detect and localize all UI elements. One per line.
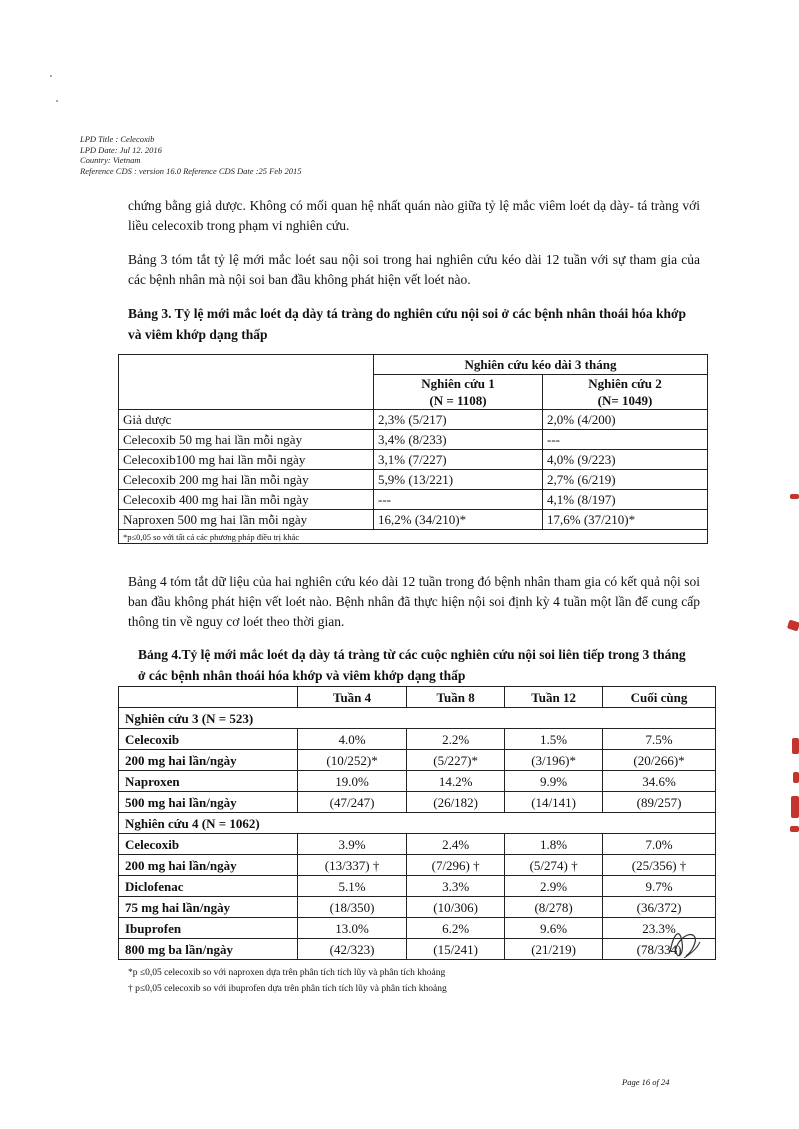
cell: (26/182) <box>407 792 505 813</box>
table-row <box>119 792 716 813</box>
study4-header: Nghiên cứu 4 (N = 1062) <box>119 813 716 834</box>
cell: (8/278) <box>505 897 603 918</box>
cell: (10/306) <box>407 897 505 918</box>
study1-value: --- <box>374 490 543 510</box>
table-row <box>119 490 708 510</box>
cell: 19.0% <box>298 771 407 792</box>
cell: 6.2% <box>407 918 505 939</box>
table4-footnote-1: *p ≤0,05 celecoxib so với naproxen dựa trên phân tích tích lũy và phân tích khoảng <box>128 968 446 978</box>
row-label: Giả dược <box>119 410 374 430</box>
cell: (42/323) <box>298 939 407 960</box>
table3-study1-header <box>374 375 543 410</box>
study1-value: 16,2% (34/210)* <box>374 510 543 530</box>
cell: (15/241) <box>407 939 505 960</box>
study2-value: 17,6% (37/210)* <box>543 510 708 530</box>
table4-footnote-2: † p≤0,05 celecoxib so với ibuprofen dựa trên phân tích tích lũy và phân tích khoảng <box>128 984 447 994</box>
paragraph-2: Bảng 3 tóm tắt tỷ lệ mới mắc loét sau nội soi trong hai nghiên cứu kéo dài 12 tuần với sự tham gia của các bệnh nhân mà nội soi ban đầu không phát hiện vết loét nào. <box>128 252 700 287</box>
table3-note: *p≤0,05 so với tất cả các phương pháp điều trị khác <box>119 530 708 544</box>
table-row <box>119 855 716 876</box>
cell: (10/252)* <box>298 750 407 771</box>
cell: 4.0% <box>298 729 407 750</box>
study2-value: 4,1% (8/197) <box>543 490 708 510</box>
cell: (14/141) <box>505 792 603 813</box>
edge-red-mark <box>790 826 799 832</box>
table-row <box>119 470 708 490</box>
table-row <box>119 918 716 939</box>
cell: (47/247) <box>298 792 407 813</box>
cell: 23.3% <box>603 918 716 939</box>
row-label: Ibuprofen <box>119 918 298 939</box>
row-label: Celecoxib <box>119 834 298 855</box>
table-row <box>119 729 716 750</box>
study2-value: 2,7% (6/219) <box>543 470 708 490</box>
paragraph-1: chứng bằng giả dược. Không có mối quan hệ nhất quán nào giữa tỷ lệ mắc viêm loét dạ dày- tá tràng với liều celecoxib trong phạm vi nghiên cứu. <box>128 198 700 233</box>
cell: 14.2% <box>407 771 505 792</box>
cell: (18/350) <box>298 897 407 918</box>
edge-red-mark <box>792 738 799 754</box>
table-row <box>119 897 716 918</box>
row-label: 200 mg hai lần/ngày <box>119 750 298 771</box>
cell: (5/274) † <box>505 855 603 876</box>
cell: 7.5% <box>603 729 716 750</box>
table-row <box>119 876 716 897</box>
col-header-week4: Tuần 4 <box>298 687 407 708</box>
table4-title: Bảng 4.Tỷ lệ mới mắc loét dạ dày tá tràng từ các cuộc nghiên cứu nội soi liên tiếp trong 3 tháng ở các bệnh nhân thoái hóa khớp và viêm khớp dạng thấp <box>138 647 686 683</box>
row-label: Naproxen <box>119 771 298 792</box>
row-label: Celecoxib100 mg hai lần mỗi ngày <box>119 450 374 470</box>
row-label: 200 mg hai lần/ngày <box>119 855 298 876</box>
cell: (25/356) † <box>603 855 716 876</box>
cell: 3.9% <box>298 834 407 855</box>
cell: 5.1% <box>298 876 407 897</box>
table3-study2-header <box>543 375 708 410</box>
cell: (20/266)* <box>603 750 716 771</box>
scan-speck <box>50 75 52 77</box>
cell: (89/257) <box>603 792 716 813</box>
table-row <box>119 450 708 470</box>
row-label: Celecoxib 200 mg hai lần mỗi ngày <box>119 470 374 490</box>
edge-red-mark <box>793 772 799 783</box>
row-label: 75 mg hai lần/ngày <box>119 897 298 918</box>
study2-value: --- <box>543 430 708 450</box>
edge-red-mark <box>790 494 799 499</box>
study1-value: 2,3% (5/217) <box>374 410 543 430</box>
cell: 2.2% <box>407 729 505 750</box>
document-header <box>80 134 301 176</box>
row-label: Naproxen 500 mg hai lần mỗi ngày <box>119 510 374 530</box>
col-header-final: Cuối cùng <box>603 687 716 708</box>
cell: 2.9% <box>505 876 603 897</box>
cell: 3.3% <box>407 876 505 897</box>
cell: 2.4% <box>407 834 505 855</box>
study1-value: 3,4% (8/233) <box>374 430 543 450</box>
row-label: Celecoxib 50 mg hai lần mỗi ngày <box>119 430 374 450</box>
cell: 9.6% <box>505 918 603 939</box>
table-row <box>119 510 708 530</box>
row-label: Celecoxib <box>119 729 298 750</box>
study1-value: 5,9% (13/221) <box>374 470 543 490</box>
study2-value: 4,0% (9/223) <box>543 450 708 470</box>
table4 <box>118 686 716 960</box>
scan-speck <box>56 100 58 102</box>
edge-red-mark <box>787 620 799 632</box>
table3-corner <box>119 355 374 410</box>
col-header-week8: Tuần 8 <box>407 687 505 708</box>
cell: 1.8% <box>505 834 603 855</box>
study1-n: (N = 1108) <box>429 393 487 408</box>
table3-group-header: Nghiên cứu kéo dài 3 tháng <box>374 355 708 375</box>
cell: (13/337) † <box>298 855 407 876</box>
lpd-date: LPD Date: Jul 12. 2016 <box>80 144 162 155</box>
cell: (3/196)* <box>505 750 603 771</box>
cell: (36/372) <box>603 897 716 918</box>
table3 <box>118 354 708 544</box>
study2-value: 2,0% (4/200) <box>543 410 708 430</box>
reference-cds: Reference CDS : version 16.0 Reference CDS Date :25 Feb 2015 <box>80 165 302 176</box>
cell: 7.0% <box>603 834 716 855</box>
table-row <box>119 750 716 771</box>
page-number: Page 16 of 24 <box>622 1077 670 1087</box>
col-header-week12: Tuần 12 <box>505 687 603 708</box>
cell: (21/219) <box>505 939 603 960</box>
paragraph-3: Bảng 4 tóm tắt dữ liệu của hai nghiên cứu kéo dài 12 tuần trong đó bệnh nhân tham gia có kết quả nội soi ban đầu không phát hiện vết loét nào. Bệnh nhân đã thực hiện nội soi định kỳ 4 tuần một lần để cung cấp thông tin về nguy cơ loét theo thời gian. <box>128 574 700 629</box>
row-label: 800 mg ba lần/ngày <box>119 939 298 960</box>
cell: 9.7% <box>603 876 716 897</box>
study3-header: Nghiên cứu 3 (N = 523) <box>119 708 716 729</box>
edge-red-mark <box>791 796 799 818</box>
table-row <box>119 410 708 430</box>
cell: 34.6% <box>603 771 716 792</box>
table-row <box>119 771 716 792</box>
cell: 1.5% <box>505 729 603 750</box>
table-row <box>119 834 716 855</box>
cell: 13.0% <box>298 918 407 939</box>
row-label: Celecoxib 400 mg hai lần mỗi ngày <box>119 490 374 510</box>
study2-n: (N= 1049) <box>597 393 653 408</box>
cell: (78/334) <box>603 939 716 960</box>
table-row <box>119 430 708 450</box>
table-row <box>119 939 716 960</box>
lpd-title: LPD Title : Celecoxib <box>80 134 155 144</box>
row-label: 500 mg hai lần/ngày <box>119 792 298 813</box>
table3-title: Bảng 3. Tỷ lệ mới mắc loét dạ dày tá tràng do nghiên cứu nội soi ở các bệnh nhân thoái hóa khớp và viêm khớp dạng thấp <box>128 306 686 342</box>
cell: (5/227)* <box>407 750 505 771</box>
cell: 9.9% <box>505 771 603 792</box>
study1-name: Nghiên cứu 1 <box>421 376 495 391</box>
country: Country: Vietnam <box>80 155 141 165</box>
study1-value: 3,1% (7/227) <box>374 450 543 470</box>
handwritten-initials <box>664 922 704 966</box>
row-label: Diclofenac <box>119 876 298 897</box>
study2-name: Nghiên cứu 2 <box>588 376 662 391</box>
cell: (7/296) † <box>407 855 505 876</box>
table4-corner <box>119 687 298 708</box>
